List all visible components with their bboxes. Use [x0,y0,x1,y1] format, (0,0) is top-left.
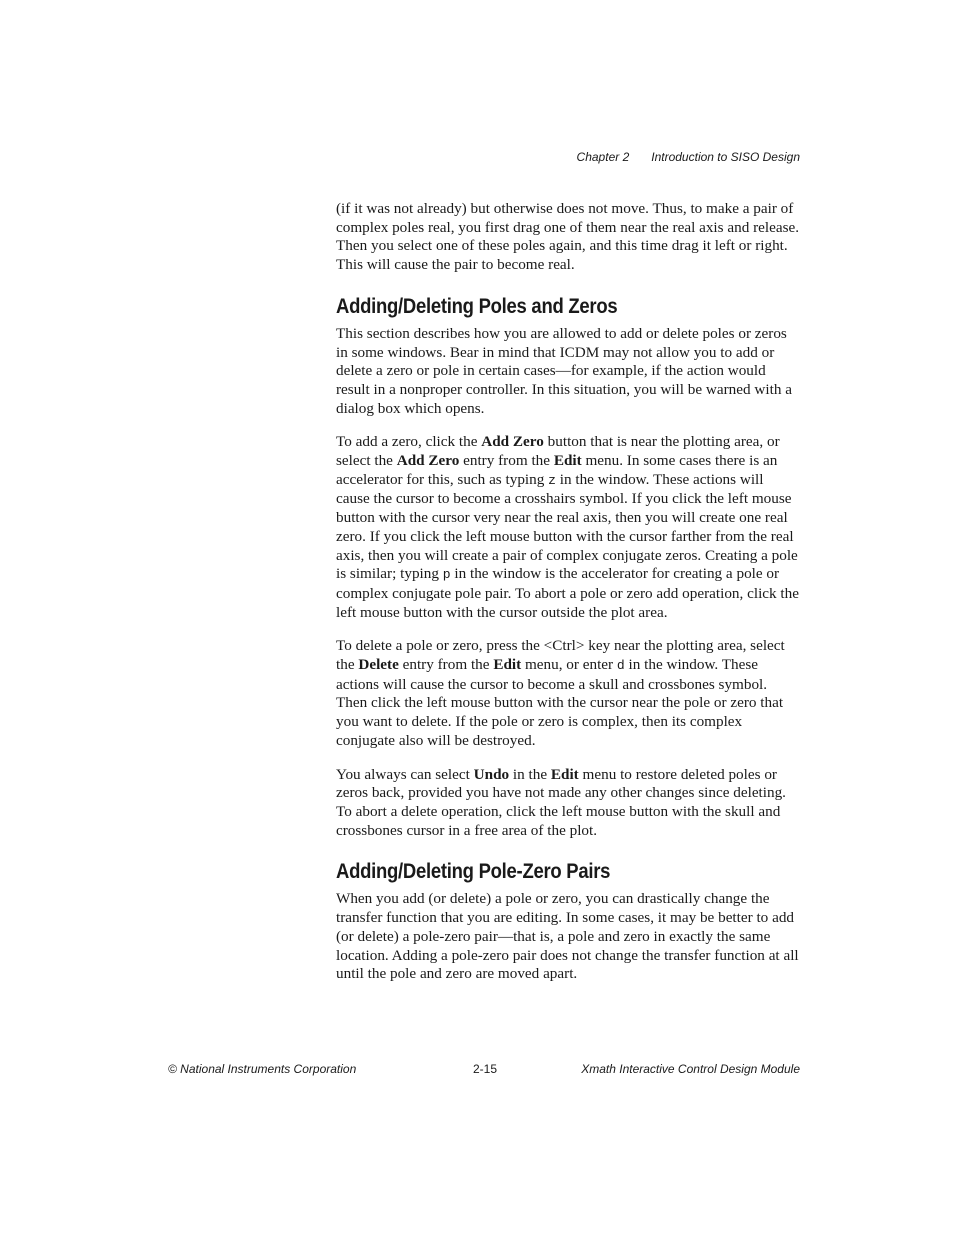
footer-copyright: © National Instruments Corporation [168,1062,357,1076]
add-zero-term: Add Zero [396,452,460,470]
add-zero-paragraph: To add a zero, click the Add Zero button that is near the plotting area, or select the Add Zero entry from the Edit menu. In some cases there is an accelerator for this, such as typing z in the window. These actions will cause the cursor to become a crosshairs symbol. If you click the left mouse button with the cursor very near the real axis, then you will create one real zero. If you click the left mouse button with the cursor farther from the real axis, then you will create a pair of complex conjugate zeros. Creating a pole is similar; typing p in the window is the accelerator for creating a pole or complex conjugate pole pair. To abort a pole or zero add operation, click the left mouse button with the cursor outside the plot area. [336,433,799,621]
edit-menu-term: Edit [550,765,579,783]
delete-paragraph: To delete a pole or zero, press the <Ctrl> key near the plotting area, select the Delete entry from the Edit menu, or enter d in the window. These actions will cause the cursor to become a skull and crossbones symbol. Then click the left mouse button with the cursor near the pole or zero that you want to delete. If the pole or zero is complex, then its complex conjugate also will be destroyed. [336,637,785,749]
running-header [577,150,800,164]
chapter-title: Introduction to SISO Design [651,150,800,164]
page-footer [168,1062,800,1078]
undo-term: Undo [473,765,510,783]
continued-paragraph: (if it was not already) but otherwise does not move. Thus, to make a pair of complex poles real, you first drag one of them near the real axis and release. Then you select one of these poles again, and this time drag it left or right. This will cause the pair to become real. [336,200,800,274]
key-z: z [548,472,556,488]
pole-zero-pairs-paragraph: When you add (or delete) a pole or zero, you can drastically change the transfer function that you are editing. In some cases, it may be better to add (or delete) a pole-zero pair—that is, a pole and zero in exactly the same location. Adding a pole-zero pair does not change the transfer function at all until the pole and zero are moved apart. [336,890,799,983]
section-heading-poles-zeros: Adding/Deleting Poles and Zeros [336,294,618,318]
footer-book-title: Xmath Interactive Control Design Module [581,1062,800,1076]
undo-paragraph: You always can select Undo in the Edit menu to restore deleted poles or zeros back, provided you have not made any other changes since deleting. To abort a delete operation, click the left mouse button with the skull and crossbones cursor in a free area of the plot. [336,765,786,839]
key-p: p [442,567,451,583]
intro-paragraph: This section describes how you are allowed to add or delete poles or zeros in some windows. Bear in mind that ICDM may not allow you to add or delete a zero or pole in certain cases—for example, if the action would result in a nonproper controller. In this situation, you will be warned with a dialog box which opens. [336,324,792,417]
section-heading-pole-zero-pairs: Adding/Deleting Pole-Zero Pairs [336,860,611,884]
edit-menu-term: Edit [553,452,582,470]
page-content [336,200,800,999]
edit-menu-term: Edit [493,656,522,674]
key-d: d [616,658,625,674]
chapter-label: Chapter 2 [576,150,630,164]
delete-term: Delete [358,656,399,674]
page-number: 2-15 [473,1062,498,1076]
add-zero-term: Add Zero [481,433,544,451]
